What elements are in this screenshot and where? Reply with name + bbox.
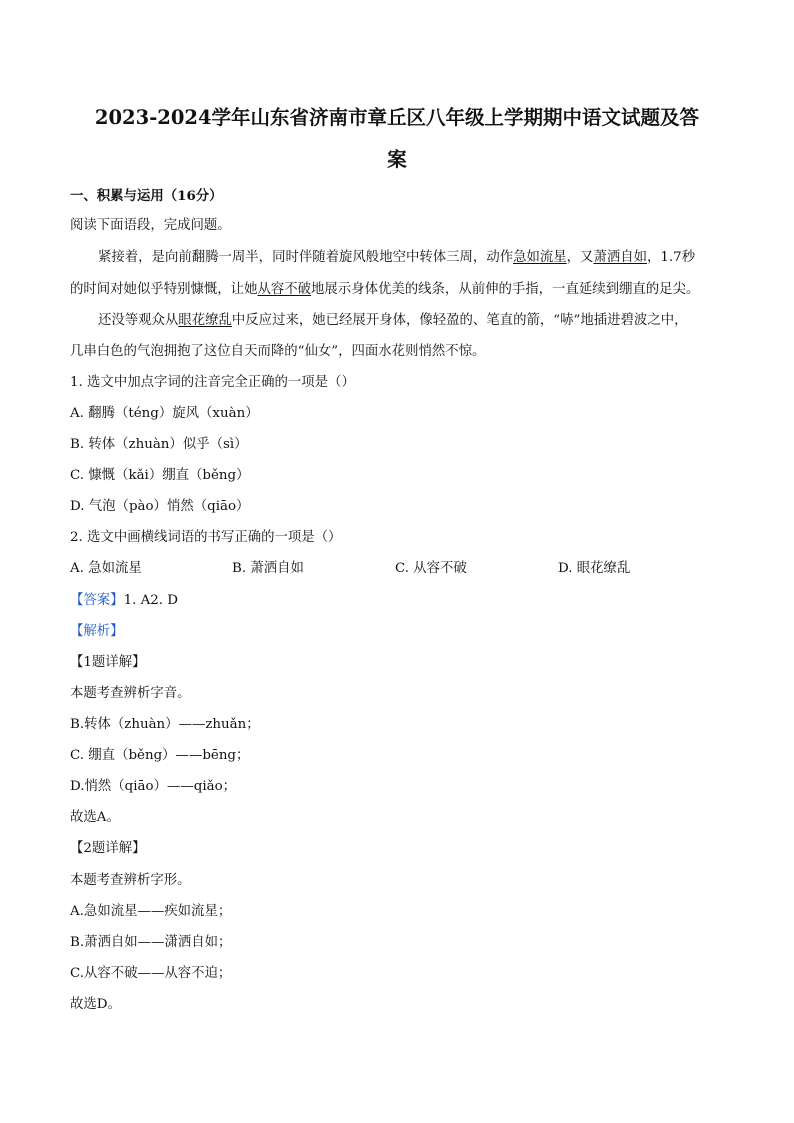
section-heading: 一、积累与运用（16分） bbox=[70, 188, 223, 204]
question-1-stem: 1. 选文中加点字词的注音完全正确的一项是（） bbox=[70, 375, 355, 390]
q2-detail-heading: 【2题详解】 bbox=[70, 841, 146, 856]
passage-text: ，又 bbox=[566, 250, 594, 265]
underlined-word: 萧洒自如 bbox=[593, 250, 648, 265]
question-1-option-a: A. 翻腾（téng）旋风（xuàn） bbox=[70, 406, 259, 421]
q2-detail-line: 本题考查辨析字形。 bbox=[70, 873, 191, 888]
passage-text: 地展示身体优美的线条，从前伸的手指，一直延续到绷直的足尖。 bbox=[311, 282, 700, 297]
q1-detail-line: 本题考查辨析字音。 bbox=[70, 686, 191, 701]
passage-para1-line2 bbox=[70, 280, 724, 300]
q1-detail-line: C. 绷直（běng）——bēng； bbox=[70, 748, 250, 763]
question-2-options bbox=[70, 559, 724, 579]
passage-text: 还没等观众从 bbox=[98, 313, 179, 328]
q1-detail-heading: 【1题详解】 bbox=[70, 655, 146, 670]
underlined-word: 从容不破 bbox=[257, 282, 312, 297]
answer-text: 1. A2. D bbox=[123, 593, 179, 608]
passage-text: 紧接着，是向前翻腾一周半，同时伴随着旋风般地空中转体三周，动作 bbox=[98, 250, 514, 265]
question-2-stem: 2. 选文中画横线词语的书写正确的一项是（） bbox=[70, 530, 342, 545]
passage-para1-line1 bbox=[98, 248, 724, 268]
q1-detail-line: D.悄然（qiāo）——qiǎo； bbox=[70, 779, 237, 794]
passage-para2-line2: 几串白色的气泡拥抱了这位自天而降的“仙女”，四面水花则悄然不惊。 bbox=[70, 344, 486, 359]
q1-detail-line: B.转体（zhuàn）——zhuǎn； bbox=[70, 717, 260, 732]
document-title-line-1: 2023-2024学年山东省济南市章丘区八年级上学期期中语文试题及答 bbox=[94, 106, 700, 129]
passage-para2-line1 bbox=[98, 311, 724, 331]
question-2-option-c: C. 从容不破 bbox=[395, 561, 467, 576]
question-2-option-d: D. 眼花缭乱 bbox=[558, 561, 631, 576]
q1-detail-line: 故选A。 bbox=[70, 810, 120, 825]
q2-detail-line: C.从容不破——从容不迫； bbox=[70, 966, 232, 981]
question-1-option-d: D. 气泡（pào）悄然（qiāo） bbox=[70, 499, 250, 514]
analysis-label: 【解析】 bbox=[70, 624, 124, 639]
question-2-option-b: B. 萧洒自如 bbox=[232, 561, 304, 576]
underlined-word: 眼花缭乱 bbox=[178, 313, 232, 328]
answer-label: 【答案】 bbox=[70, 593, 124, 608]
underlined-word: 急如流星 bbox=[513, 250, 567, 265]
instruction-text: 阅读下面语段，完成问题。 bbox=[70, 218, 231, 233]
passage-text: 的时间对她似乎特别慷慨，让她 bbox=[70, 282, 258, 297]
q2-detail-line: B.萧洒自如——潇洒自如； bbox=[70, 935, 232, 950]
q2-detail-line: 故选D。 bbox=[70, 997, 121, 1012]
passage-text: 中反应过来，她已经展开身体，像轻盈的、笔直的箭，“哧”地插进碧波之中， bbox=[231, 313, 688, 328]
q2-detail-line: A.急如流星——疾如流星； bbox=[70, 904, 232, 919]
document-title-line-2: 案 bbox=[387, 148, 407, 171]
passage-text: ，1.7秒 bbox=[647, 250, 696, 265]
question-2-option-a: A. 急如流星 bbox=[70, 561, 142, 576]
question-1-option-c: C. 慷慨（kǎi）绷直（běng） bbox=[70, 468, 250, 483]
answer-line bbox=[70, 591, 178, 611]
question-1-option-b: B. 转体（zhuàn）似乎（sì） bbox=[70, 437, 248, 452]
